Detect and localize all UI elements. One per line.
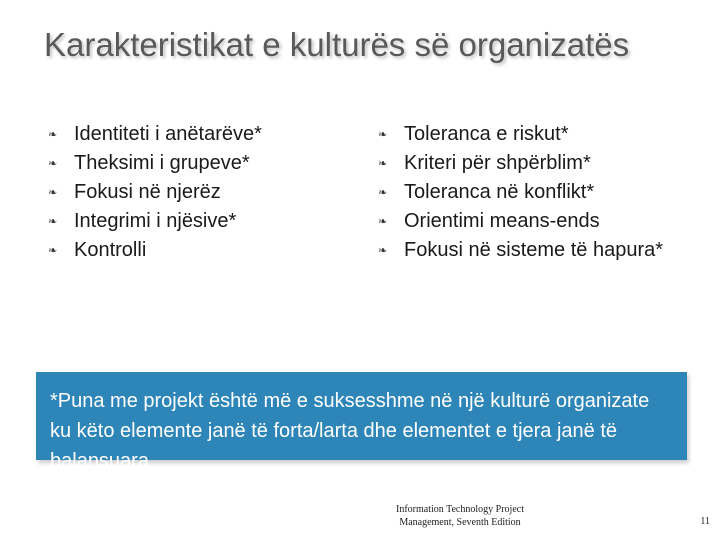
footer-source xyxy=(380,503,540,529)
list-item xyxy=(48,149,338,178)
footer-source-line: Information Technology Project xyxy=(396,504,524,515)
bullet-text: Kontrolli xyxy=(74,239,147,261)
bullet-text: Kriteri për shpërblim* xyxy=(404,152,591,174)
list-item xyxy=(48,120,338,149)
bullet-text: Theksimi i grupeve* xyxy=(74,152,250,174)
list-item xyxy=(378,236,678,265)
callout-text: *Puna me projekt është më e suksesshme në një kulturë organizate ku këto elemente janë të forta/larta dhe elementet e tjera janë të balansuara xyxy=(50,390,650,472)
slide-title: Karakteristikat e kulturës së organizatës xyxy=(44,26,630,63)
page-number: 11 xyxy=(700,516,710,527)
list-item xyxy=(378,149,678,178)
bullet-text: Identiteti i anëtarëve* xyxy=(74,123,262,145)
footer-source-line: Management, Seventh Edition xyxy=(399,517,521,528)
list-item xyxy=(378,178,678,207)
bullet-text: Orientimi means-ends xyxy=(404,210,600,232)
ornate-bullet-icon: ❧ xyxy=(48,215,58,228)
bullet-text: Fokusi në njerëz xyxy=(74,181,221,203)
list-item xyxy=(378,207,678,236)
list-item xyxy=(378,120,678,149)
list-item xyxy=(48,207,338,236)
ornate-bullet-icon: ❧ xyxy=(48,244,58,257)
bullet-text: Toleranca në konflikt* xyxy=(404,181,595,203)
ornate-bullet-icon: ❧ xyxy=(378,244,388,257)
ornate-bullet-icon: ❧ xyxy=(48,157,58,170)
bullet-text: Integrimi i njësive* xyxy=(74,210,237,232)
ornate-bullet-icon: ❧ xyxy=(48,128,58,141)
list-item xyxy=(48,178,338,207)
ornate-bullet-icon: ❧ xyxy=(378,157,388,170)
left-bullet-list xyxy=(48,120,338,265)
bullet-text: Toleranca e riskut* xyxy=(404,123,569,145)
bullet-text: Fokusi në sisteme të hapura* xyxy=(404,239,664,261)
right-bullet-list xyxy=(378,120,678,265)
ornate-bullet-icon: ❧ xyxy=(48,186,58,199)
list-item xyxy=(48,236,338,265)
ornate-bullet-icon: ❧ xyxy=(378,186,388,199)
ornate-bullet-icon: ❧ xyxy=(378,215,388,228)
callout-box xyxy=(36,372,687,472)
ornate-bullet-icon: ❧ xyxy=(378,128,388,141)
